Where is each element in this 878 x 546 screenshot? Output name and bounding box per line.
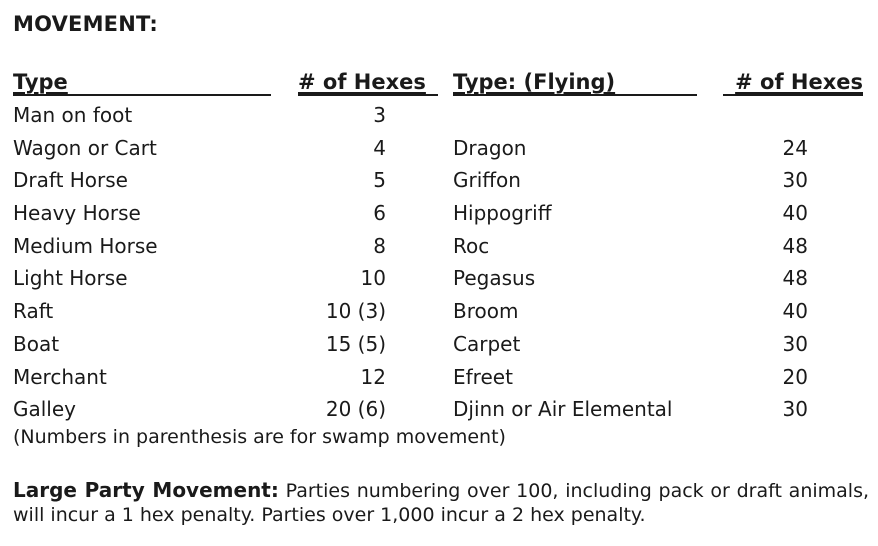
ground-hexes: 10 (3) — [325, 299, 386, 324]
ground-type: Boat — [13, 331, 60, 356]
flying-hexes: 40 — [782, 201, 808, 226]
header-type-flying: Type: (Flying) — [453, 70, 616, 94]
flying-hexes: 48 — [782, 233, 808, 258]
table-row — [0, 295, 878, 328]
large-party-paragraph — [13, 478, 869, 527]
flying-hexes: 48 — [782, 266, 808, 291]
table-row — [0, 164, 878, 197]
flying-hexes: 20 — [782, 364, 808, 389]
flying-hexes: 30 — [782, 397, 808, 422]
header-underline-type — [13, 94, 271, 96]
ground-type: Galley — [13, 397, 77, 422]
table-row — [0, 99, 878, 132]
flying-type: Pegasus — [453, 266, 536, 291]
header-type: Type — [13, 70, 68, 94]
ground-hexes: 10 — [360, 266, 386, 291]
header-underline-hexes-flying — [723, 94, 863, 96]
large-party-label: Large Party Movement: — [13, 478, 279, 502]
table-row — [0, 132, 878, 165]
ground-type: Merchant — [13, 364, 107, 389]
flying-type: Hippogriff — [453, 201, 552, 226]
ground-hexes: 5 — [373, 168, 386, 193]
ground-type: Medium Horse — [13, 233, 158, 258]
flying-hexes: 40 — [782, 299, 808, 324]
swamp-note: (Numbers in parenthesis are for swamp movement) — [13, 426, 506, 448]
ground-type: Draft Horse — [13, 168, 128, 193]
ground-hexes: 20 (6) — [325, 397, 386, 422]
ground-type: Wagon or Cart — [13, 135, 157, 160]
ground-type: Light Horse — [13, 266, 128, 291]
table-row — [0, 393, 878, 426]
flying-type: Dragon — [453, 135, 527, 160]
flying-type: Carpet — [453, 331, 521, 356]
ground-type: Heavy Horse — [13, 201, 141, 226]
header-hexes-flying: # of Hexes — [735, 70, 863, 94]
ground-type: Raft — [13, 299, 54, 324]
ground-type: Man on foot — [13, 103, 133, 127]
ground-hexes: 8 — [373, 233, 386, 258]
flying-type: Broom — [453, 299, 519, 324]
header-underline-hexes — [298, 94, 438, 96]
flying-type: Roc — [453, 233, 490, 258]
ground-hexes: 4 — [373, 135, 386, 160]
table-row — [0, 361, 878, 394]
flying-hexes: 30 — [782, 168, 808, 193]
flying-type: Griffon — [453, 168, 521, 193]
table-row — [0, 230, 878, 263]
table-row — [0, 262, 878, 295]
table-row — [0, 197, 878, 230]
ground-hexes: 3 — [373, 103, 386, 127]
table-row — [0, 328, 878, 361]
large-party-text: Parties numbering over 100, including pack or draft animals, will incur a 1 hex penalty. Parties over 1,000 incur a 2 hex penalty. — [13, 480, 870, 526]
header-hexes: # of Hexes — [298, 70, 426, 94]
ground-hexes: 12 — [360, 364, 386, 389]
header-underline-type-flying — [453, 94, 697, 96]
ground-hexes: 15 (5) — [325, 331, 386, 356]
movement-table — [0, 99, 878, 426]
flying-type: Djinn or Air Elemental — [453, 397, 673, 422]
flying-hexes: 24 — [782, 135, 808, 160]
flying-type: Efreet — [453, 364, 513, 389]
page-title: MOVEMENT: — [13, 12, 158, 36]
flying-hexes: 30 — [782, 331, 808, 356]
ground-hexes: 6 — [373, 201, 386, 226]
